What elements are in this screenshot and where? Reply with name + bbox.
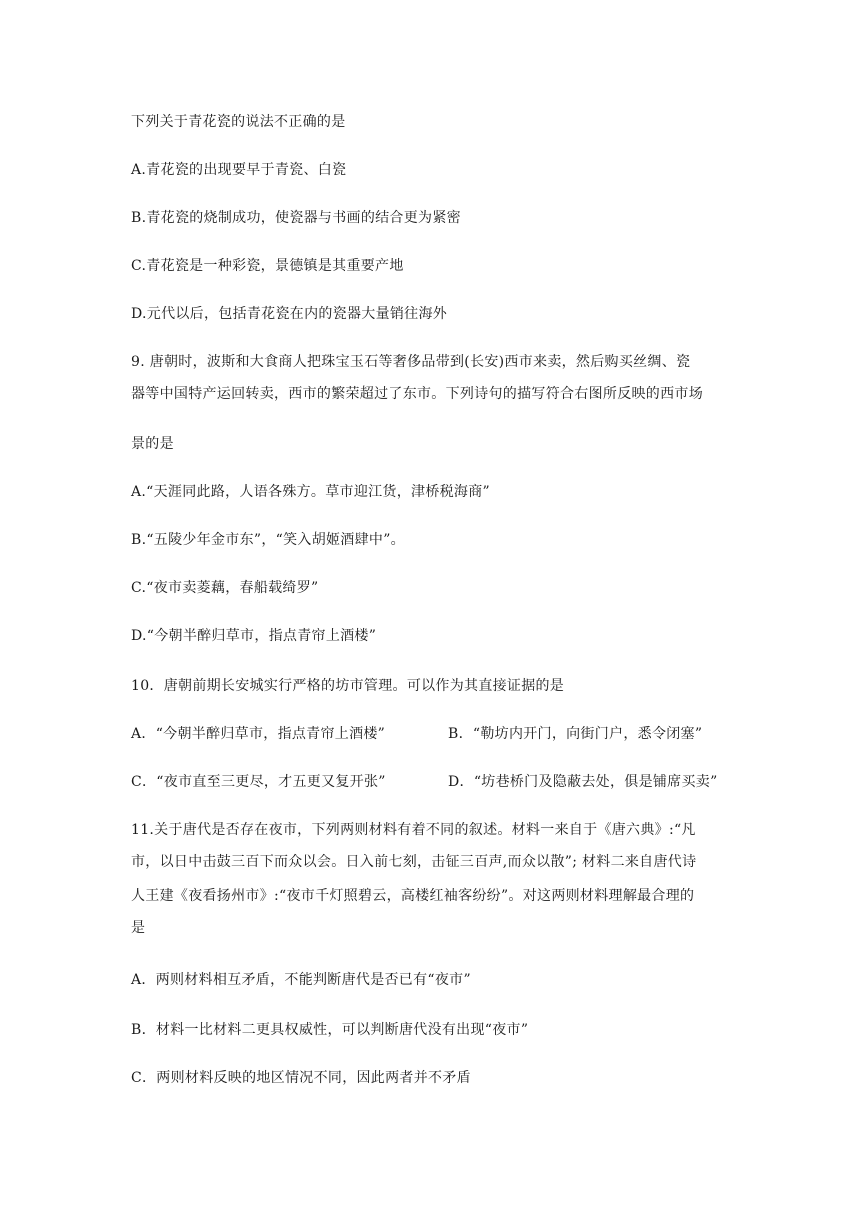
q10-stem: 10．唐朝前期长安城实行严格的坊市管理。可以作为其直接证据的是 [131,678,565,694]
q10-option-a: A．“今朝半醉归草市，指点青帘上酒楼” [131,726,386,742]
q11-option-c: C．两则材料反映的地区情况不同，因此两者并不矛盾 [131,1070,471,1086]
q10-option-b: B．“勒坊内开门，向街门户，悉令闭塞” [448,726,703,742]
q11-stem-line-1: 11.关于唐代是否存在夜市，下列两则材料有着不同的叙述。材料一来自于《唐六典》:“凡 [131,822,696,838]
q9-option-b: B.“五陵少年金市东”，“笑入胡姬酒肆中”。 [131,532,405,548]
q9-option-c: C.“夜市卖菱藕，春船载绮罗” [131,580,319,596]
q11-stem-line-4: 是 [131,920,146,936]
q8-option-b: B.青花瓷的烧制成功，使瓷器与书画的结合更为紧密 [131,210,461,226]
q9-option-d: D.“今朝半醉归草市，指点青帘上酒楼” [131,628,377,644]
q11-option-a: A．两则材料相互矛盾，不能判断唐代是否已有“夜市” [131,972,471,988]
q11-option-b: B．材料一比材料二更具权威性，可以判断唐代没有出现“夜市” [131,1022,529,1038]
q8-option-c: C.青花瓷是一种彩瓷，景德镇是其重要产地 [131,258,404,274]
q9-option-a: A.“天涯同此路，人语各殊方。草市迎江货，津桥税海商” [131,484,490,500]
q9-stem-line-2: 器等中国特产运回转卖，西市的繁荣超过了东市。下列诗句的描写符合右图所反映的西市场 [131,386,703,402]
q9-stem-line-3: 景的是 [131,436,174,452]
q9-stem-line-1: 9. 唐朝时，波斯和大食商人把珠宝玉石等奢侈品带到(长安)西市来卖，然后购买丝绸、瓷 [131,354,691,370]
q10-option-c: C．“夜市直至三更尽，才五更又复开张” [131,774,386,790]
q11-stem-line-2: 市，以日中击鼓三百下而众以会。日入前七刻，击钲三百声,而众以散”; 材料二来自唐代诗 [131,854,697,870]
q11-stem-line-3: 人王建《夜看扬州市》:“夜市千灯照碧云，高楼红袖客纷纷”。对这两则材料理解最合理的 [131,888,695,904]
q10-option-d: D．“坊巷桥门及隐蔽去处，俱是铺席买卖” [448,774,718,790]
q8-option-a: A.青花瓷的出现要早于青瓷、白瓷 [131,162,347,178]
q8-option-d: D.元代以后，包括青花瓷在内的瓷器大量销往海外 [131,306,448,322]
q8-stem: 下列关于青花瓷的说法不正确的是 [131,114,346,130]
